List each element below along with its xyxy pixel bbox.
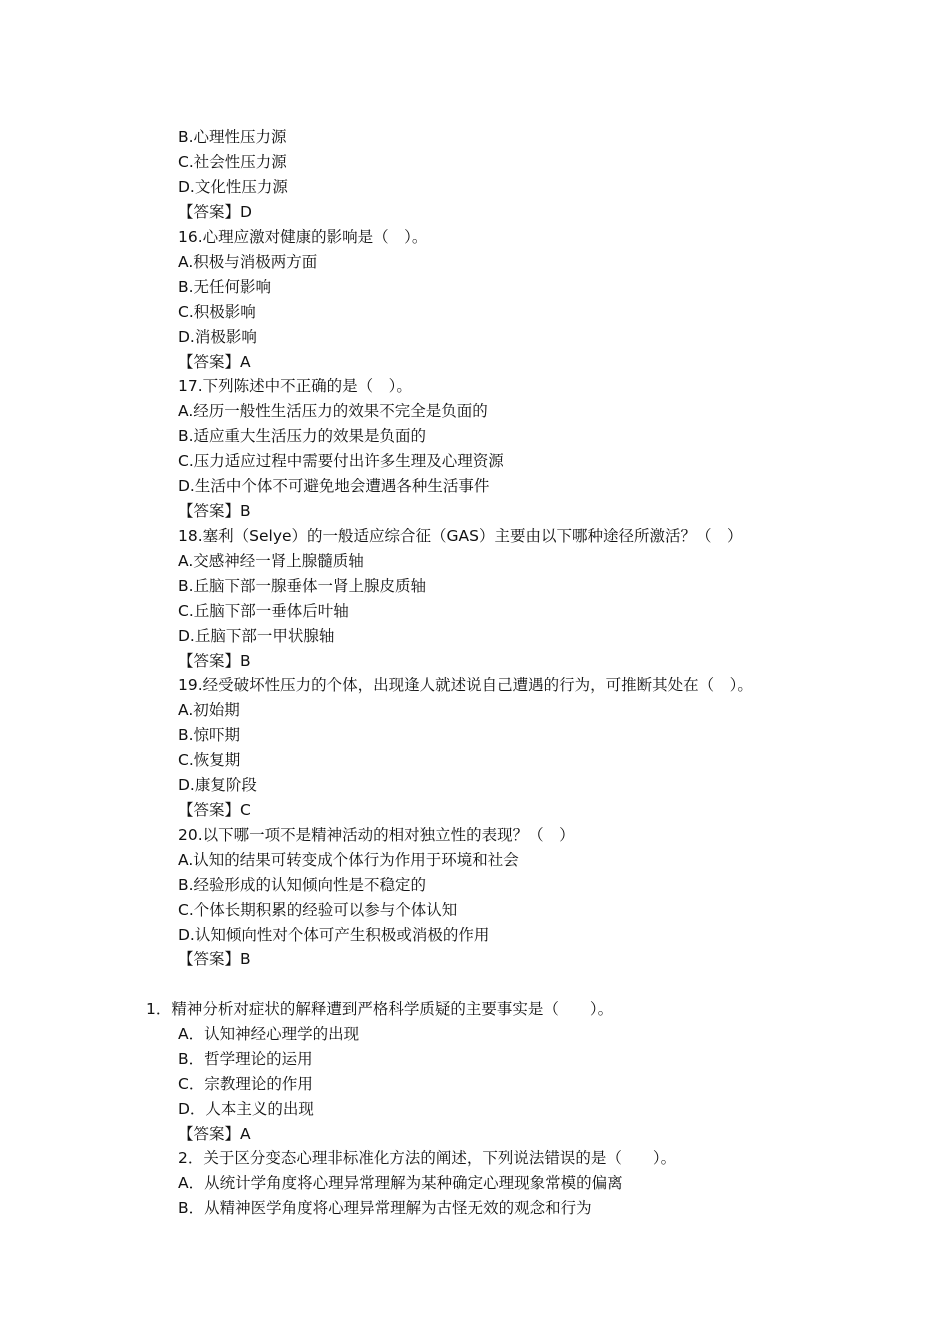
option-line: D.消极影响: [178, 328, 257, 346]
question-line: 2．关于区分变态心理非标准化方法的阐述，下列说法错误的是（ ）。: [178, 1149, 677, 1167]
option-line: D．人本主义的出现: [178, 1100, 314, 1118]
answer-line: 【答案】A: [178, 1125, 251, 1143]
option-line: A.初始期: [178, 701, 240, 719]
option-line: B.惊吓期: [178, 726, 241, 744]
answer-line: 【答案】B: [178, 652, 251, 670]
option-line: A.积极与消极两方面: [178, 253, 318, 271]
answer-line: 【答案】A: [178, 353, 251, 371]
option-line: A．从统计学角度将心理异常理解为某种确定心理现象常模的偏离: [178, 1174, 623, 1192]
option-line: B.适应重大生活压力的效果是负面的: [178, 427, 427, 445]
question-line: 20.以下哪一项不是精神活动的相对独立性的表现？（ ）: [178, 826, 575, 844]
option-line: A.交感神经一肾上腺髓质轴: [178, 552, 364, 570]
answer-line: 【答案】B: [178, 950, 251, 968]
option-line: C.压力适应过程中需要付出许多生理及心理资源: [178, 452, 504, 470]
option-line: D.康复阶段: [178, 776, 257, 794]
option-line: D.文化性压力源: [178, 178, 288, 196]
option-line: D.认知倾向性对个体可产生积极或消极的作用: [178, 926, 490, 944]
question-line: 19.经受破坏性压力的个体，出现逢人就述说自己遭遇的行为，可推断其处在（ ）。: [178, 676, 753, 694]
question-line: 17.下列陈述中不正确的是（ ）。: [178, 377, 412, 395]
option-line: A.认知的结果可转变成个体行为作用于环境和社会: [178, 851, 519, 869]
option-line: A.经历一般性生活压力的效果不完全是负面的: [178, 402, 488, 420]
answer-line: 【答案】B: [178, 502, 251, 520]
option-line: C．宗教理论的作用: [178, 1075, 313, 1093]
option-line: B.经验形成的认知倾向性是不稳定的: [178, 876, 427, 894]
option-line: D.丘脑下部一甲状腺轴: [178, 627, 335, 645]
option-line: B．从精神医学角度将心理异常理解为古怪无效的观念和行为: [178, 1199, 592, 1217]
option-line: B．哲学理论的运用: [178, 1050, 313, 1068]
answer-line: 【答案】C: [178, 801, 251, 819]
option-line: B.心理性压力源: [178, 128, 287, 146]
option-line: C.社会性压力源: [178, 153, 287, 171]
option-line: C.恢复期: [178, 751, 241, 769]
option-line: B.无任何影响: [178, 278, 272, 296]
option-line: C.个体长期积累的经验可以参与个体认知: [178, 901, 458, 919]
option-line: C.丘脑下部一垂体后叶轴: [178, 602, 349, 620]
option-line: A．认知神经心理学的出现: [178, 1025, 360, 1043]
question-line: 1．精神分析对症状的解释遭到严格科学质疑的主要事实是（ ）。: [146, 1000, 614, 1018]
option-line: D.生活中个体不可避免地会遭遇各种生活事件: [178, 477, 490, 495]
question-line: 18.塞利（Selye）的一般适应综合征（GAS）主要由以下哪种途径所激活？（ ）: [178, 527, 743, 545]
answer-line: 【答案】D: [178, 203, 252, 221]
option-line: B.丘脑下部一腺垂体一肾上腺皮质轴: [178, 577, 427, 595]
option-line: C.积极影响: [178, 303, 256, 321]
question-line: 16.心理应激对健康的影响是（ ）。: [178, 228, 428, 246]
